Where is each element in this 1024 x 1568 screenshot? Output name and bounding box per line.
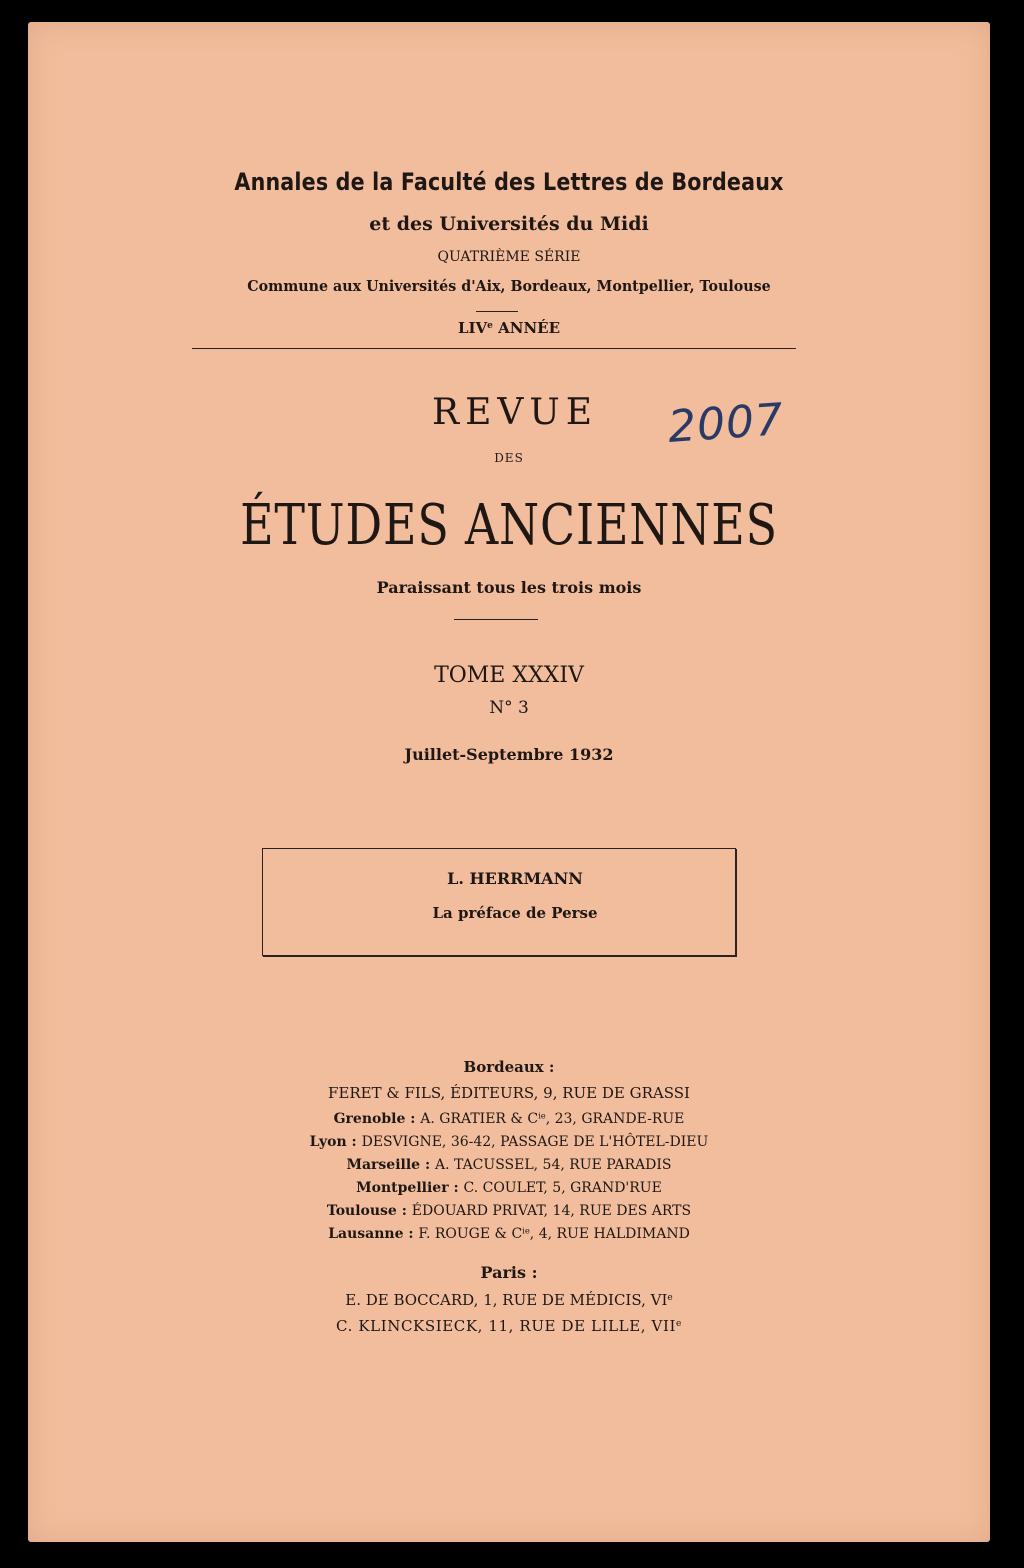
lyon-text: DESVIGNE, 36-42, PASSAGE DE L'HÔTEL-DIEU bbox=[361, 1134, 709, 1150]
klincksieck-line bbox=[28, 1319, 990, 1334]
lyon-city: Lyon : bbox=[309, 1134, 362, 1150]
serie-line: QUATRIÈME SÉRIE bbox=[437, 249, 581, 265]
boccard-text: E. DE BOCCARD, 1, RUE DE MÉDICIS, VI bbox=[345, 1291, 668, 1309]
des-word: DES bbox=[494, 451, 524, 465]
lausanne-line bbox=[28, 1227, 990, 1241]
handwritten-number: 2007 bbox=[666, 394, 786, 453]
montpellier-city: Montpellier : bbox=[356, 1180, 464, 1196]
period-line: Juillet-Septembre 1932 bbox=[404, 745, 614, 764]
commune-line: Commune aux Universités d'Aix, Bordeaux, Montpellier, Toulouse bbox=[247, 277, 771, 295]
marseille-line bbox=[28, 1158, 990, 1172]
klincksieck-superscript: e bbox=[676, 1319, 682, 1330]
grenoble-superscript: ie bbox=[538, 1110, 546, 1121]
boccard-superscript: e bbox=[667, 1293, 673, 1304]
lausanne-city: Lausanne : bbox=[328, 1226, 419, 1242]
montpellier-line bbox=[28, 1181, 990, 1195]
lausanne-rest: , 4, RUE HALDIMAND bbox=[529, 1226, 690, 1242]
journal-cover bbox=[28, 22, 990, 1542]
numero-line: N° 3 bbox=[489, 698, 529, 718]
toulouse-line bbox=[28, 1204, 990, 1218]
revue-heading: REVUE bbox=[431, 392, 598, 433]
short-divider bbox=[476, 311, 518, 312]
grenoble-city: Grenoble : bbox=[333, 1111, 421, 1127]
bordeaux-heading: Bordeaux : bbox=[463, 1058, 555, 1076]
lyon-line bbox=[28, 1135, 990, 1149]
annee-word: ANNÉE bbox=[492, 319, 561, 337]
annee-superscript: e bbox=[487, 321, 493, 332]
marseille-city: Marseille : bbox=[346, 1157, 435, 1173]
grenoble-rest: , 23, GRANDE-RUE bbox=[545, 1111, 685, 1127]
klincksieck-text: C. KLINCKSIECK, 11, RUE DE LILLE, VII bbox=[336, 1317, 676, 1335]
header-divider bbox=[192, 348, 796, 349]
toulouse-city: Toulouse : bbox=[326, 1203, 412, 1219]
toulouse-text: ÉDOUARD PRIVAT, 14, RUE DES ARTS bbox=[411, 1203, 692, 1219]
tome-line: TOME XXXIV bbox=[434, 663, 584, 688]
feret-line: FERET & FILS, ÉDITEURS, 9, RUE DE GRASSI bbox=[328, 1084, 690, 1102]
frequency-line: Paraissant tous les trois mois bbox=[376, 578, 642, 597]
annee-line bbox=[28, 321, 990, 336]
paris-heading: Paris : bbox=[480, 1263, 538, 1282]
etudes-anciennes-heading: ÉTUDES ANCIENNES bbox=[240, 493, 778, 558]
title-divider bbox=[454, 619, 538, 620]
marseille-text: A. TACUSSEL, 54, RUE PARADIS bbox=[434, 1157, 672, 1173]
article-author: L. HERRMANN bbox=[447, 869, 583, 888]
lausanne-text: F. ROUGE & C bbox=[418, 1226, 523, 1242]
lausanne-superscript: ie bbox=[522, 1225, 530, 1236]
article-title: La préface de Perse bbox=[432, 904, 598, 922]
annee-number: LIV bbox=[457, 319, 488, 337]
montpellier-text: C. COULET, 5, GRAND'RUE bbox=[463, 1180, 662, 1196]
universites-line: et des Universités du Midi bbox=[369, 213, 649, 235]
grenoble-line bbox=[28, 1112, 990, 1126]
annales-title: Annales de la Faculté des Lettres de Bordeaux bbox=[234, 168, 784, 196]
boccard-line bbox=[28, 1293, 990, 1308]
article-frame bbox=[262, 848, 736, 956]
grenoble-text: A. GRATIER & C bbox=[420, 1111, 539, 1127]
